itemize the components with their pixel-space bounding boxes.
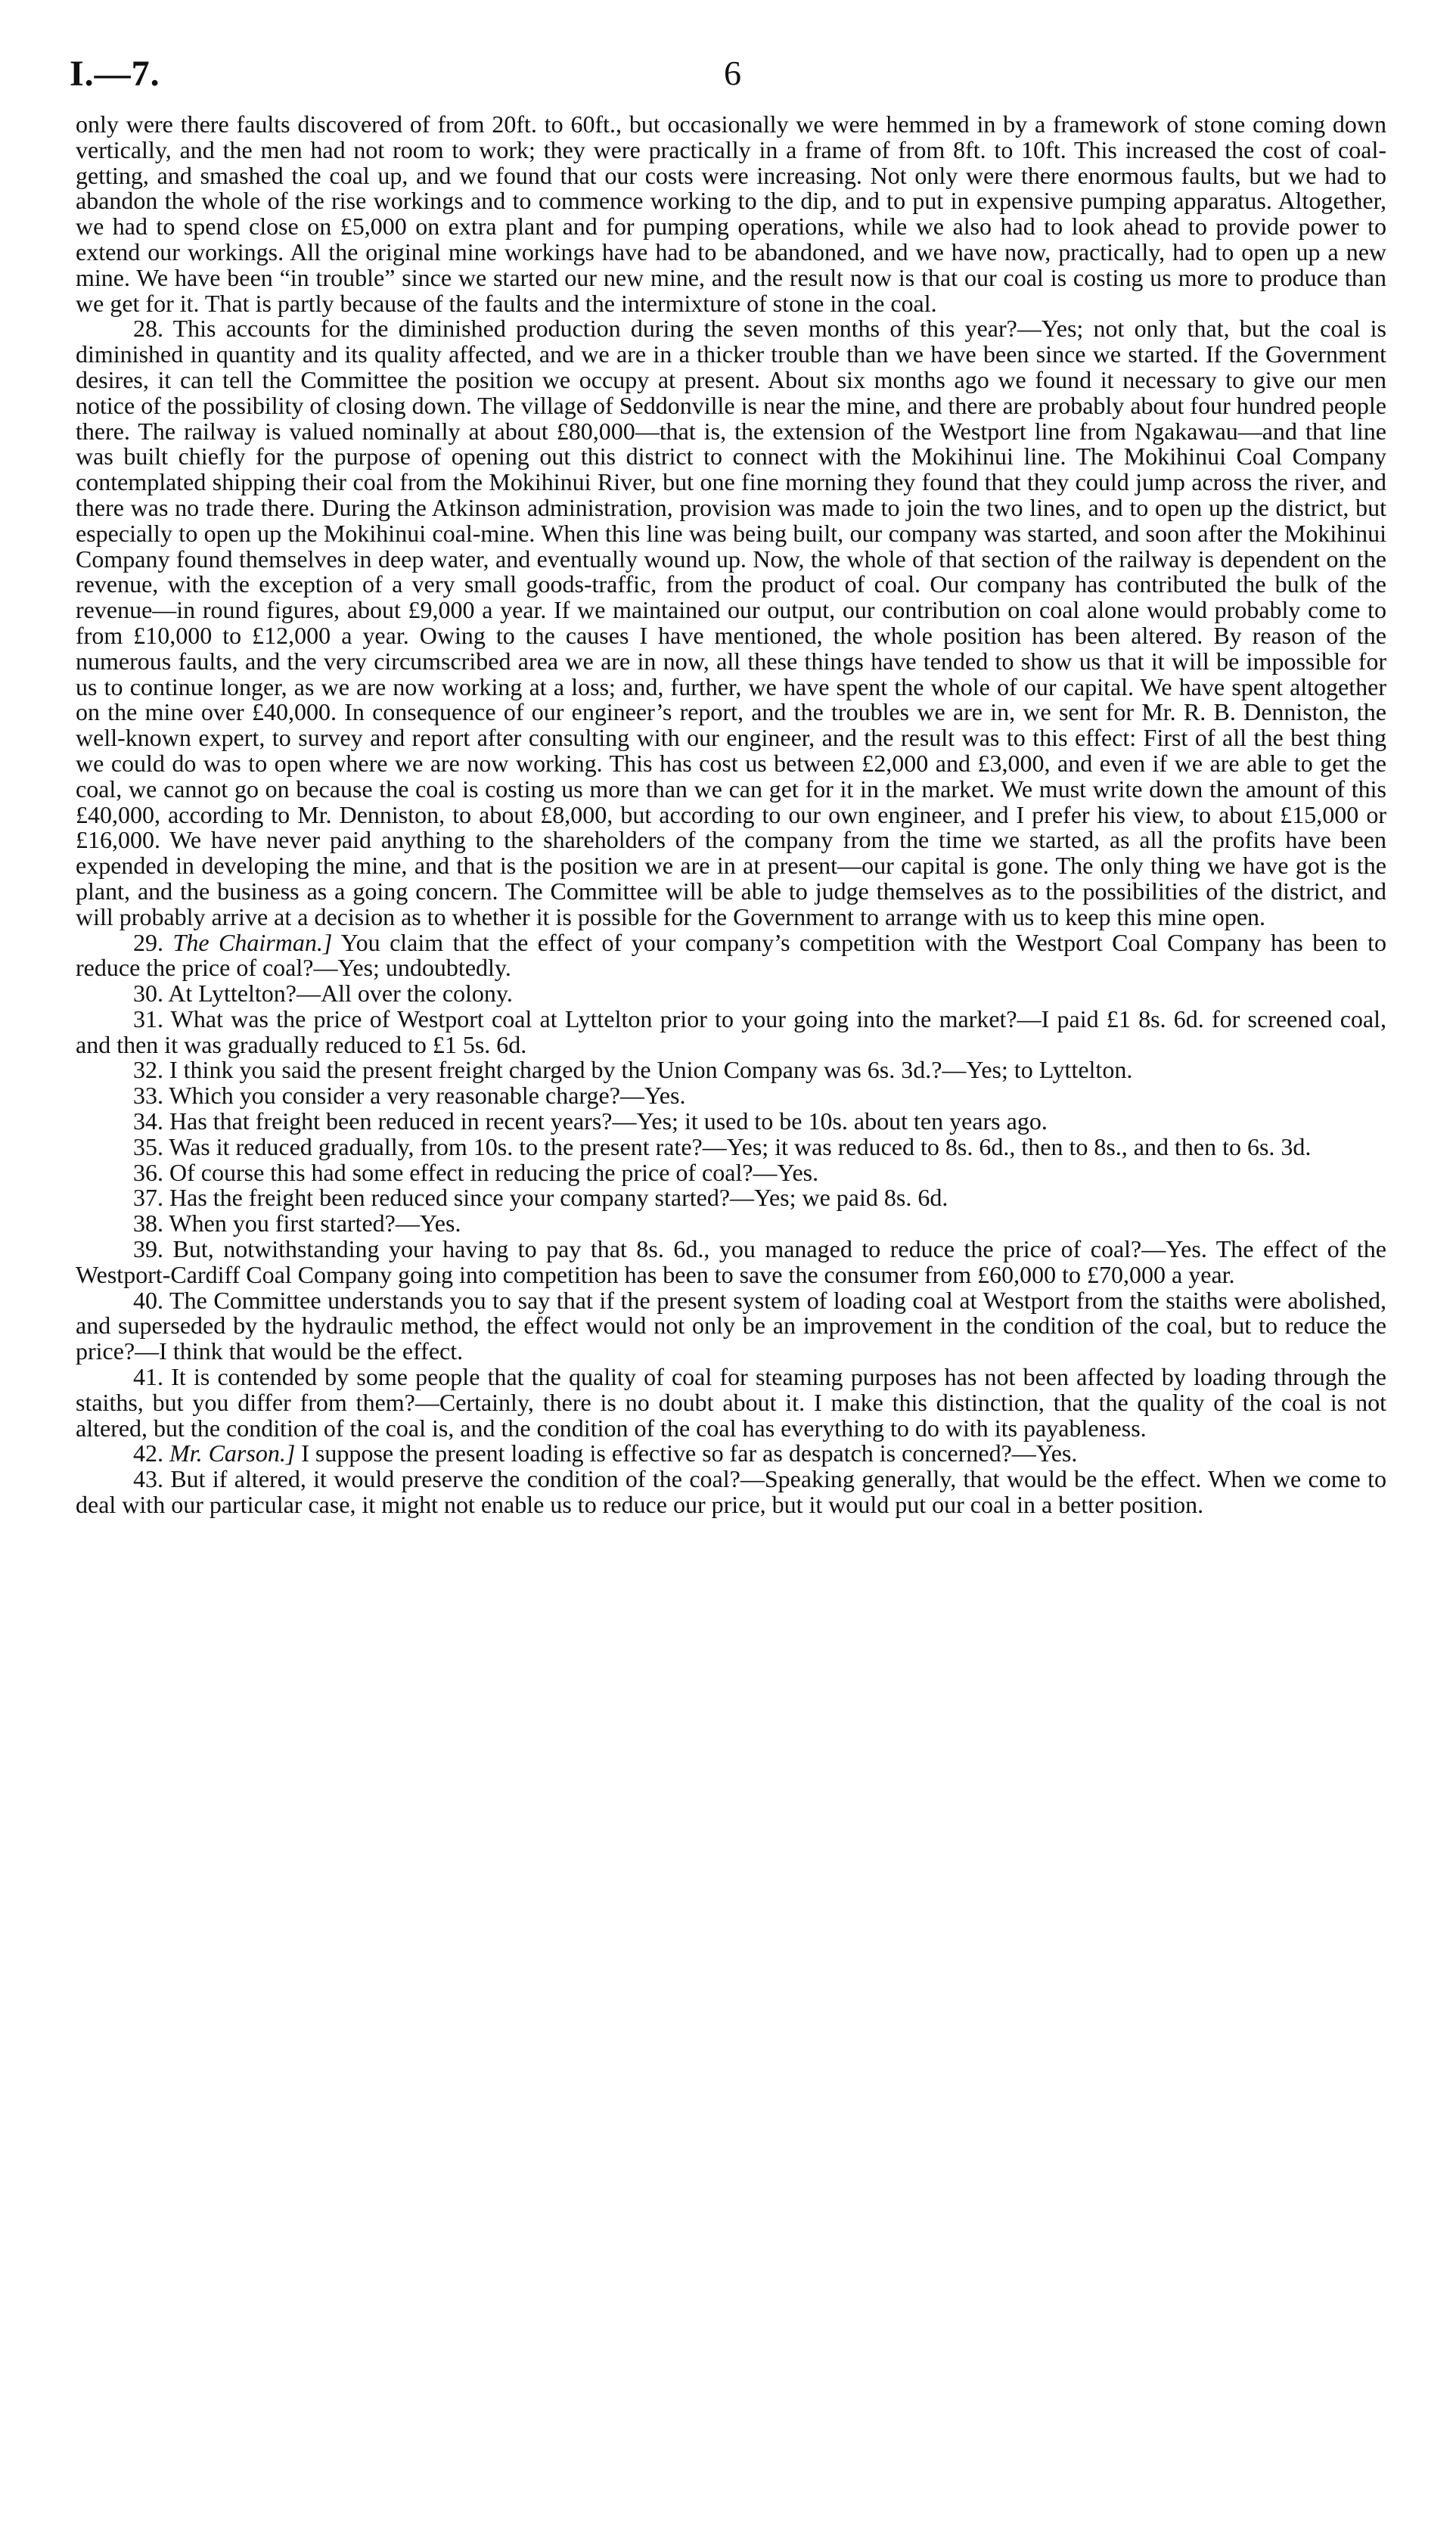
question-number: 43. (133, 1465, 163, 1493)
question-number: 32. (133, 1056, 163, 1084)
paragraph-40: 40. The Committee understands you to say that if the present system of loading coal at Westport from the staiths were abolished, and superseded by the hydraulic method, the effect would not only be an improvement in the condition of the coal, but to reduce the price?—I think that would be the effect. (76, 1286, 1387, 1365)
question-number: 30. (133, 980, 163, 1008)
question-number: 28. (133, 315, 163, 343)
paragraph-29: 29. The Chairman.] You claim that the effect of your company’s competition with the Westport Coal Company has been to reduce the price of coal?—Yes; undoubtedly. (76, 928, 1387, 982)
document-body (76, 112, 1386, 1518)
question-number: 38. (133, 1210, 163, 1237)
question-number: 36. (133, 1158, 163, 1186)
document-page (70, 45, 1387, 2504)
paragraph-31: 31. What was the price of Westport coal at Lyttelton prior to your going into the market?—I paid £1 8s. 6d. for screened coal, and then it was gradually reduced to £1 5s. 6d. (76, 1005, 1387, 1058)
paragraph-42: 42. Mr. Carson.] I suppose the present loading is effective so far as despatch is concerned?—Yes. (133, 1439, 1078, 1467)
question-number: 41. (133, 1363, 163, 1391)
speaker-label: Mr. Carson.] (169, 1439, 296, 1467)
question-number: 34. (133, 1107, 163, 1135)
paragraph-43: 43. But if altered, it would preserve the condition of the coal?—Speaking generally, that would be the effect. When we come to deal with our particular case, it might not enable us to reduce our price, but it would put our coal in a better position. (76, 1465, 1386, 1519)
question-number: 33. (133, 1082, 163, 1110)
document-reference: I.—7. (70, 54, 160, 94)
question-number: 39. (133, 1235, 163, 1263)
paragraph-32: 32. I think you said the present freight charged by the Union Company was 6s. 3d.?—Yes; to Lyttelton. (133, 1056, 1133, 1084)
paragraph-33: 33. Which you consider a very reasonable charge?—Yes. (133, 1082, 686, 1110)
question-number: 40. (133, 1286, 163, 1314)
page-number: 6 (724, 54, 741, 92)
speaker-label: The Chairman.] (172, 928, 333, 956)
paragraph-36: 36. Of course this had some effect in reducing the price of coal?—Yes. (133, 1158, 819, 1186)
question-number: 37. (133, 1184, 163, 1212)
paragraph-38: 38. When you first started?—Yes. (133, 1210, 461, 1237)
paragraph-27-continued: only were there faults discovered of from 20ft. to 60ft., but occasionally we were hemmed in by a framework of stone coming down vertically, and the men had not room to work; they were practically in a frame of from 8ft. to 10ft. This increased the cost of coal-getting, and smashed the coal up, and we found that our costs were increasing. Not only were there enormous faults, but we had to abandon the whole of the rise workings and to commence working to the dip, and to put in expensive pumping apparatus. Altogether, we had to spend close on £5,000 on extra plant and for pumping operations, while we also had to look ahead to provide power to extend our workings. All the original mine workings have had to be abandoned, and we have now, practically, had to open up a new mine. We have been “in trouble” since we started our new mine, and the result now is that our coal is costing us more to produce than we get for it. That is partly because of the faults and the intermixture of stone in the coal. (76, 110, 1386, 317)
paragraph-34: 34. Has that freight been reduced in recent years?—Yes; it used to be 10s. about ten years ago. (133, 1107, 1048, 1135)
question-number: 31. (133, 1005, 163, 1032)
question-number: 35. (133, 1132, 163, 1160)
paragraph-37: 37. Has the freight been reduced since your company started?—Yes; we paid 8s. 6d. (133, 1184, 948, 1212)
paragraph-28: 28. This accounts for the diminished production during the seven months of this year?—Yes; not only that, but the coal is diminished in quantity and its quality affected, and we are in a thicker trouble than we have been since we started. If the Government desires, it can tell the Committee the position we occupy at present. About six months ago we found it necessary to give our men notice of the possibility of closing down. The village of Seddonville is near the mine, and there are probably about four hundred people there. The railway is valued nominally at about £80,000—that is, the extension of the Westport line from Ngakawau—and that line was built chiefly for the purpose of opening out this district to connect with the Mokihinui line. The Mokihinui Coal Company contemplated shipping their coal from the Mokihinui River, but one fine morning they found that they could jump across the river, and there was no trade there. During the Atkinson administration, provision was made to join the two lines, and to open up the district, but especially to open up the Mokihinui coal-mine. When this line was being built, our company was started, and soon after the Mokihinui Company found themselves in deep water, and eventually wound up. Now, the whole of that section of the railway is dependent on the revenue, with the exception of a very small goods-traffic, from the product of coal. Our company has contributed the bulk of the revenue—in round figures, about £9,000 a year. If we maintained our output, our contribution on coal alone would probably come to from £10,000 to £12,000 a year. Owing to the causes I have mentioned, the whole position has been altered. By reason of the numerous faults, and the very circumscribed area we are in now, all these things have tended to show us that it will be impossible for us to continue longer, as we are now working at a loss; and, further, we have spent the whole of our capital. We have spent altogether on the mine over £40,000. In consequence of our engineer’s report, and the troubles we are in, we sent for Mr. R. B. Denniston, the well-known expert, to survey and report after consulting with our engineer, and the result was to this effect: First of all the best thing we could do was to open where we are now working. This has cost us between £2,000 and £3,000, and even if we are able to get the coal, we cannot go on because the coal is costing us more than we can get for it in the market. We must write down the amount of this £40,000, according to Mr. Denniston, to about £8,000, but according to our own engineer, and I prefer his view, to about £15,000 or £16,000. We have never paid anything to the shareholders of the company from the time we started, as all the profits have been expended in developing the mine, and that is the position we are in at present—our capital is gone. The only thing we have got is the plant, and the business as a going concern. The Committee will be able to judge themselves as to the possibilities of the district, and will probably arrive at a decision as to whether it is possible for the Government to arrange with us to keep this mine open. (76, 315, 1387, 930)
paragraph-39: 39. But, notwithstanding your having to pay that 8s. 6d., you managed to reduce the price of coal?—Yes. The effect of the Westport-Cardiff Coal Company going into competition has been to save the consumer from £60,000 to £70,000 a year. (76, 1235, 1387, 1288)
paragraph-41: 41. It is contended by some people that the quality of coal for steaming purposes has not been affected by loading through the staiths, but you differ from them?—Certainly, there is no doubt about it. I make this distinction, that the quality of the coal is not altered, but the condition of the coal is, and the condition of the coal has everything to do with its payableness. (76, 1363, 1387, 1442)
question-number: 42. (133, 1439, 163, 1467)
paragraph-30: 30. At Lyttelton?—All over the colony. (133, 980, 513, 1008)
question-number: 29. (133, 928, 163, 956)
paragraph-35: 35. Was it reduced gradually, from 10s. to the present rate?—Yes; it was reduced to 8s. 6d., then to 8s., and then to 6s. 3d. (133, 1132, 1312, 1160)
page-header (70, 45, 1386, 112)
